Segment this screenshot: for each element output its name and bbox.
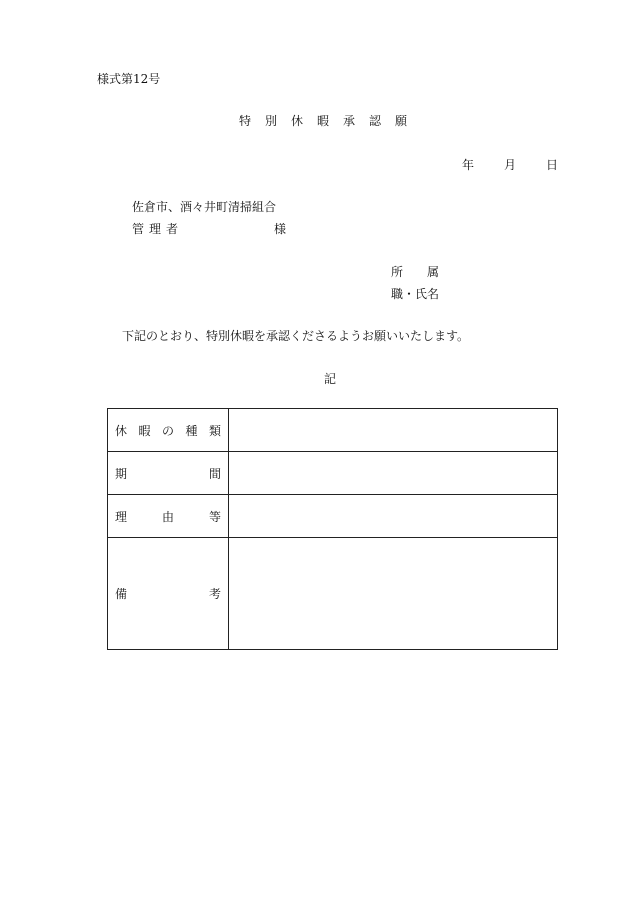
form-number: 様式第12号 — [97, 72, 161, 86]
addressee-honorific: 様 — [274, 222, 287, 236]
ki-label: 記 — [323, 372, 336, 386]
affiliation-label: 所 属 — [391, 265, 440, 279]
row-label-remarks: 備考 — [108, 538, 229, 650]
table-row-remarks — [108, 538, 558, 650]
request-text: 下記のとおり、特別休暇を承認くださるようお願いいたします。 — [122, 329, 470, 343]
row-value-leave-type[interactable] — [229, 409, 558, 452]
row-value-reason[interactable] — [229, 495, 558, 538]
row-label-period: 期間 — [108, 452, 229, 495]
date-line — [462, 156, 558, 173]
row-label-leave-type: 休暇の種類 — [108, 409, 229, 452]
addressee-organization: 佐倉市、酒々井町清掃組合 — [132, 200, 277, 214]
date-month-label: 月 — [504, 158, 517, 172]
detail-table — [107, 408, 558, 650]
date-year-label: 年 — [462, 158, 475, 172]
row-value-remarks[interactable] — [229, 538, 558, 650]
addressee-title: 管理者 — [132, 222, 184, 236]
table-row-reason — [108, 495, 558, 538]
name-label: 職・氏名 — [391, 287, 440, 301]
row-value-period[interactable] — [229, 452, 558, 495]
table-row-leave-type — [108, 409, 558, 452]
date-day-label: 日 — [546, 158, 559, 172]
row-label-reason: 理由等 — [108, 495, 229, 538]
table-row-period — [108, 452, 558, 495]
document-title: 特別休暇承認願 — [238, 114, 421, 128]
